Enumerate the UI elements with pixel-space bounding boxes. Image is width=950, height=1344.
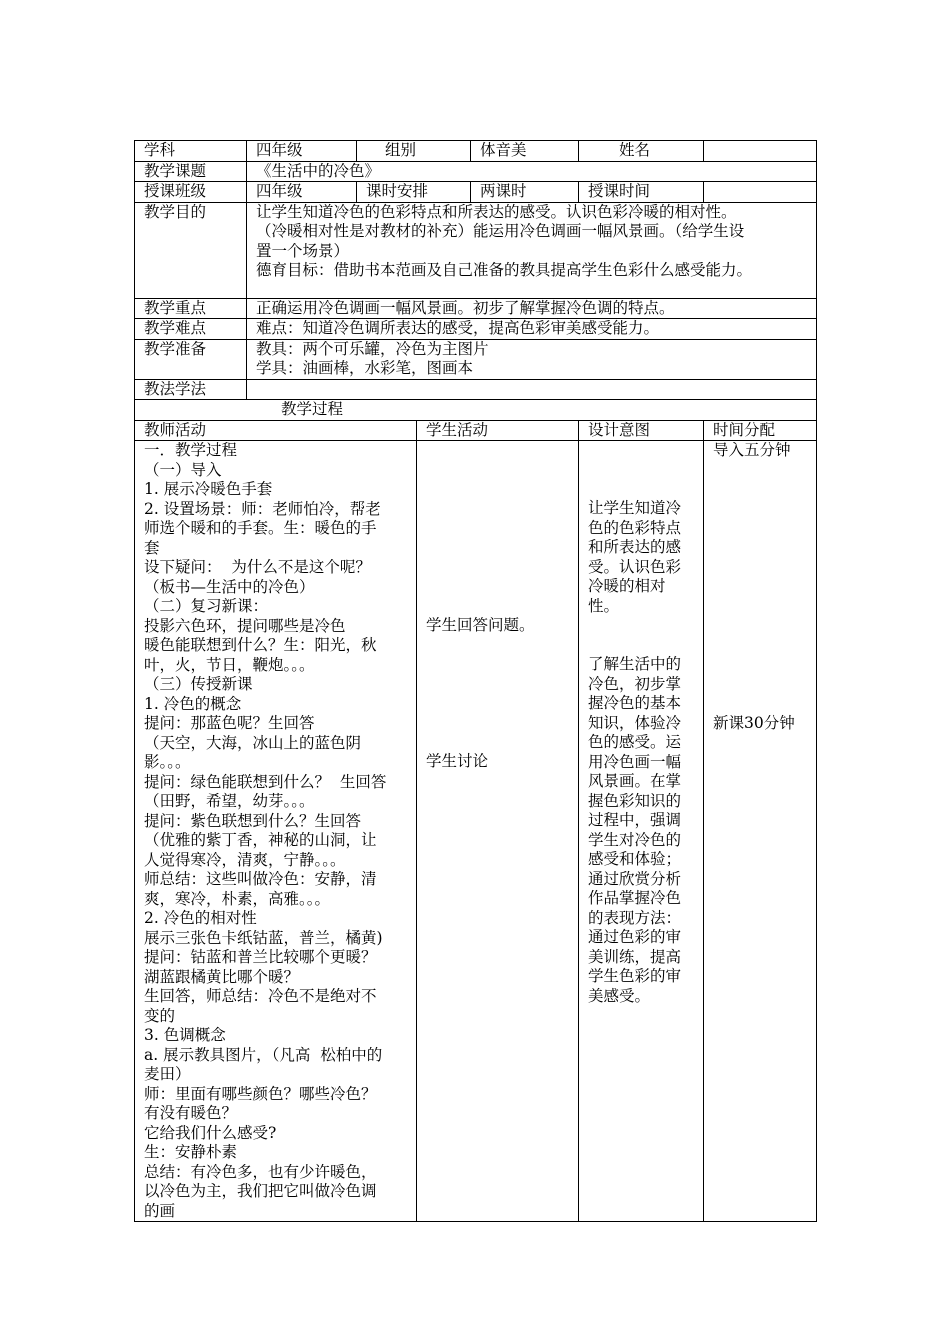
teacher-activity-line: 它给我们什么感受?: [144, 1123, 277, 1142]
group-value: 体音美: [471, 141, 579, 162]
design-intent-line: 色的感受。运: [588, 733, 682, 751]
design-intent-line: 握色彩知识的: [588, 791, 682, 810]
teacher-activity-line: 暖色能联想到什么？生：阳光，秋: [144, 636, 377, 654]
teacher-activity-line: 人觉得寒冷，清爽，宁静。。。: [144, 850, 346, 869]
class-label: 授课班级: [135, 182, 247, 203]
design-intent-line: 通过色彩的审: [588, 928, 682, 946]
design-intent-line: 过程中，强调: [588, 811, 682, 829]
objectives-label: 教学目的: [135, 202, 247, 298]
time-value[interactable]: [704, 182, 817, 203]
preparation-row: [135, 339, 817, 379]
teacher-activity-line: 3. 色调概念: [144, 1026, 226, 1044]
teacher-activity-line: 生：安静朴素: [144, 1143, 238, 1161]
difficulties-value: 难点：知道冷色调所表达的感受，提高色彩审美感受能力。: [247, 319, 817, 340]
header-row-topic: [135, 161, 817, 182]
key-points-label: 教学重点: [135, 298, 247, 319]
lesson-plan-table: [134, 140, 817, 1222]
objectives-line: 让学生知道冷色的色彩特点和所表达的感受。认识色彩冷暖的相对性。: [256, 202, 737, 221]
design-intent-line: 和所表达的感: [588, 538, 682, 556]
design-intent-line: 受。认识色彩: [588, 557, 682, 576]
teacher-activity-line: （田野，希望，幼芽。。。: [144, 792, 315, 810]
time-allocation-cell: [704, 441, 817, 1222]
teacher-activity-line: 展示三张色卡纸钴蓝，普兰，橘黄): [144, 928, 383, 947]
teacher-activity-cell: [135, 441, 417, 1222]
design-intent-line: 的表现方法：: [588, 908, 682, 927]
teacher-activity-line: a. 展示教具图片，（凡高 松柏中的: [144, 1045, 383, 1064]
process-body-row: [135, 441, 817, 1222]
teacher-activity-line: 一．教学过程: [144, 441, 238, 459]
time-new-text: 新课30分钟: [713, 713, 795, 732]
name-label: 姓名: [579, 141, 704, 162]
teacher-activity-line: 变的: [144, 1006, 176, 1025]
design-intent-line: 用冷色画一幅: [588, 752, 682, 771]
teacher-activity-line: 1. 展示冷暖色手套: [144, 480, 273, 498]
key-points-row: [135, 298, 817, 319]
teacher-activity-line: （板书—生活中的冷色）: [144, 577, 315, 596]
design-intent-line: 美训练，提高: [588, 947, 682, 966]
teacher-activity-line: 1. 冷色的概念: [144, 694, 242, 713]
time-intro-text: 导入五分钟: [713, 441, 791, 459]
teacher-activity-line: （天空，大海，冰山上的蓝色阴: [144, 733, 362, 752]
student-discuss-text: 学生讨论: [426, 751, 489, 770]
design-intent-line: 握冷色的基本: [588, 694, 682, 712]
header-row-subject: [135, 141, 817, 162]
teacher-activity-line: 爽，寒冷，朴素，高雅。。。: [144, 889, 331, 908]
name-value[interactable]: [704, 141, 817, 162]
teacher-activity-line: 湖蓝跟橘黄比哪个暖？: [144, 967, 300, 986]
objectives-content: [247, 202, 817, 298]
teacher-activity-line: 2. 设置场景：师：老师怕冷，帮老: [144, 499, 381, 518]
grade-value: 四年级: [247, 141, 357, 162]
lesson-plan-page: [134, 140, 816, 1222]
process-header-row: [135, 420, 817, 441]
methods-row: [135, 379, 817, 400]
student-answer-text: 学生回答问题。: [426, 616, 535, 634]
objectives-line: 德育目标：借助书本范画及自己准备的教具提高学生色彩什么感受能力。: [256, 261, 753, 279]
design-intent-block-1: [588, 499, 703, 616]
teacher-activity-line: （三）传授新课: [144, 675, 253, 693]
design-intent-line: 风景画。在掌: [588, 772, 682, 790]
teacher-activity-line: 套: [144, 538, 160, 557]
teacher-activity-line: 的画: [144, 1201, 176, 1220]
design-intent-line: 色的色彩特点: [588, 518, 682, 537]
difficulties-label: 教学难点: [135, 319, 247, 340]
design-intent-line: 了解生活中的: [588, 655, 682, 673]
student-tools: 学具：油画棒，水彩笔，图画本: [256, 359, 474, 377]
design-intent-line: 冷色，初步掌: [588, 674, 682, 693]
design-intent-line: 学生色彩的审: [588, 967, 682, 985]
time-label: 授课时间: [579, 182, 704, 203]
column-header-student: 学生活动: [417, 420, 579, 441]
teacher-activity-line: 叶，火，节日，鞭炮。。。: [144, 655, 315, 674]
subject-label: 学科: [135, 141, 247, 162]
methods-label: 教法学法: [135, 379, 247, 400]
difficulties-row: [135, 319, 817, 340]
teacher-activity-line: 提问：钴蓝和普兰比较哪个更暖？: [144, 948, 377, 966]
objectives-line: 置一个场景）: [256, 241, 350, 260]
teacher-activity-line: 师：里面有哪些颜色？哪些冷色？: [144, 1084, 377, 1103]
header-row-class: [135, 182, 817, 203]
teacher-activity-line: 师选个暖和的手套。生：暖色的手: [144, 519, 377, 537]
group-label: 组别: [357, 141, 471, 162]
design-intent-cell: [579, 441, 704, 1222]
preparation-content: [247, 339, 817, 379]
teacher-activity-line: （一）导入: [144, 460, 222, 479]
column-header-intent: 设计意图: [579, 420, 704, 441]
teacher-activity-line: 麦田）: [144, 1065, 191, 1083]
design-intent-line: 冷暖的相对: [588, 577, 666, 595]
teacher-activity-line: 投影六色环，提问哪些是冷色: [144, 616, 346, 635]
teacher-activity-lines: [144, 441, 410, 1221]
design-intent-line: 知识，体验冷: [588, 713, 682, 732]
teacher-activity-line: （优雅的紫丁香，神秘的山洞，让: [144, 831, 377, 849]
design-intent-line: 学生对冷色的: [588, 830, 682, 849]
design-intent-line: 性。: [588, 596, 620, 615]
topic-value: 《生活中的冷色》: [247, 161, 817, 182]
process-title: 教学过程: [135, 400, 817, 421]
teacher-activity-line: 师总结：这些叫做冷色：安静，清: [144, 870, 377, 888]
column-header-teacher: 教师活动: [135, 420, 417, 441]
student-activity-cell: [417, 441, 579, 1222]
teacher-activity-line: 总结：有冷色多，也有少许暖色，: [144, 1162, 377, 1181]
design-intent-line: 让学生知道冷: [588, 499, 682, 517]
teacher-activity-line: 生回答，师总结：冷色不是绝对不: [144, 987, 377, 1005]
design-intent-block-2: [588, 655, 703, 1006]
key-points-value: 正确运用冷色调画一幅风景画。初步了解掌握冷色调的特点。: [247, 298, 817, 319]
process-title-row: [135, 400, 817, 421]
teacher-activity-line: 提问：那蓝色呢？生回答: [144, 714, 315, 732]
schedule-value: 两课时: [471, 182, 579, 203]
teacher-tools: 教具：两个可乐罐，冷色为主图片: [256, 339, 489, 358]
design-intent-line: 通过欣赏分析: [588, 869, 682, 888]
teacher-activity-line: 有没有暖色？: [144, 1104, 238, 1122]
design-intent-line: 作品掌握冷色: [588, 889, 682, 907]
column-header-time: 时间分配: [704, 420, 817, 441]
teacher-activity-line: 提问：绿色能联想到什么？ 生回答: [144, 772, 387, 791]
objectives-line: （冷暖相对性是对教材的补充）能运用冷色调画一幅风景画。（给学生设: [256, 222, 745, 240]
class-value: 四年级: [247, 182, 357, 203]
preparation-label: 教学准备: [135, 339, 247, 379]
design-intent-line: 感受和体验；: [588, 850, 682, 868]
teacher-activity-line: 提问：紫色联想到什么？生回答: [144, 811, 362, 830]
methods-value: [247, 379, 817, 400]
teacher-activity-line: 2. 冷色的相对性: [144, 909, 257, 927]
objectives-row: [135, 202, 817, 298]
teacher-activity-line: 以冷色为主，我们把它叫做冷色调: [144, 1182, 377, 1200]
schedule-label: 课时安排: [357, 182, 471, 203]
teacher-activity-line: 设下疑问： 为什么不是这个呢？: [144, 558, 371, 576]
teacher-activity-line: （二）复习新课：: [144, 597, 269, 615]
teacher-activity-line: 影。。。: [144, 753, 191, 771]
design-intent-line: 美感受。: [588, 986, 651, 1005]
topic-label: 教学课题: [135, 161, 247, 182]
